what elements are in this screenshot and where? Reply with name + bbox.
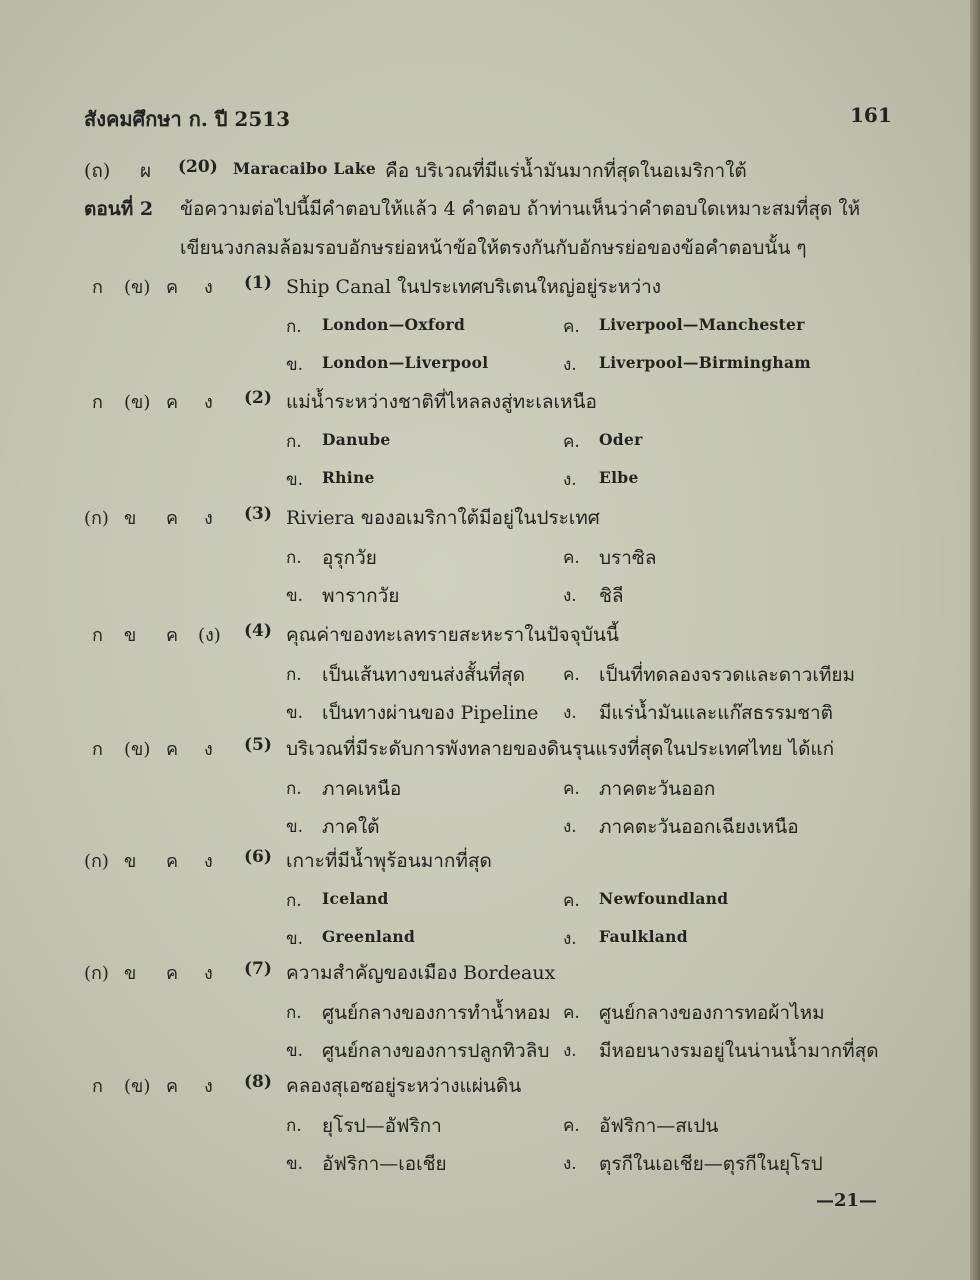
option-label: ข. (286, 817, 304, 837)
option-label: ก. (286, 665, 302, 685)
answer-choice: ค (166, 392, 179, 413)
question-text: บริเวณที่มีระดับการพังทลายของดินรุนแรงที่สุดในประเทศไทย ได้แก่ (286, 738, 835, 760)
answer-choice: ค (166, 851, 179, 872)
option-text: เป็นเส้นทางขนส่งสั้นที่สุด (322, 664, 525, 686)
option-text: Greenland (322, 927, 416, 946)
option-label: ค. (563, 432, 580, 452)
question-text: เกาะที่มีน้ำพุร้อนมากที่สุด (286, 850, 492, 872)
answer-choice: ก (92, 277, 103, 298)
answer-choice: ง (204, 851, 213, 872)
option-label: ง. (563, 929, 577, 949)
footer-page-marker: —21— (816, 1190, 878, 1211)
section-instruction-line-1: ข้อความต่อไปนี้มีคำตอบให้แล้ว 4 คำตอบ ถ้าท่านเห็นว่าคำตอบใดเหมาะสมที่สุด ให้ (180, 198, 861, 220)
option-label: ก. (286, 317, 302, 337)
question-number: (7) (244, 959, 272, 979)
option-text: Liverpool—Birmingham (599, 353, 811, 372)
option-text: เป็นทางผ่านของ Pipeline (322, 702, 539, 724)
option-text: Iceland (322, 889, 389, 908)
answer-choice: ค (166, 508, 179, 529)
option-label: ค. (563, 548, 580, 568)
option-label: ข. (286, 1041, 304, 1061)
option-text: ภาคตะวันออก (599, 778, 716, 800)
option-label: ก. (286, 548, 302, 568)
question-text: Ship Canal ในประเทศบริเตนใหญ่อยู่ระหว่าง (286, 276, 662, 298)
tail-number: (20) (178, 157, 218, 177)
option-label: ค. (563, 317, 580, 337)
option-label: ก. (286, 1003, 302, 1023)
question-text: ความสำคัญของเมือง Bordeaux (286, 962, 556, 984)
option-text: เป็นที่ทดลองจรวดและดาวเทียม (599, 664, 856, 686)
option-label: ง. (563, 817, 577, 837)
option-label: ค. (563, 891, 580, 911)
answer-choice: ก (92, 739, 103, 760)
option-label: ข. (286, 355, 304, 375)
option-text: ยุโรป—อัฟริกา (322, 1115, 442, 1137)
option-text: มีแร่น้ำมันและแก๊สธรรมชาติ (599, 702, 834, 724)
answer-choice: ก (92, 1076, 103, 1097)
answer-choice: ข (124, 508, 137, 529)
option-label: ค. (563, 779, 580, 799)
option-text: มีหอยนางรมอยู่ในน่านน้ำมากที่สุด (599, 1040, 879, 1062)
option-label: ง. (563, 703, 577, 723)
option-text: อัฟริกา—เอเชีย (322, 1153, 447, 1175)
option-text: ภาคตะวันออกเฉียงเหนือ (599, 816, 799, 838)
option-label: ก. (286, 891, 302, 911)
answer-choice: (ง) (198, 625, 221, 646)
option-label: ง. (563, 586, 577, 606)
option-label: ง. (563, 1041, 577, 1061)
question-text: คุณค่าของทะเลทรายสะหะราในปัจจุบันนี้ (286, 624, 619, 646)
answer-choice: (ข) (124, 1076, 151, 1097)
running-header: สังคมศึกษา ก. ปี 2513 (84, 107, 291, 131)
answer-choice: ค (166, 963, 179, 984)
option-label: ง. (563, 470, 577, 490)
option-text: Liverpool—Manchester (599, 315, 805, 334)
option-text: ภาคเหนือ (322, 778, 402, 800)
answer-choice: (ก) (84, 963, 109, 984)
option-text: Rhine (322, 468, 375, 487)
option-label: ข. (286, 1154, 304, 1174)
answer-choice: ข (124, 851, 137, 872)
option-text: อุรุกวัย (322, 547, 377, 569)
option-text: Oder (599, 430, 643, 449)
option-text: พารากวัย (322, 585, 400, 607)
answer-choice: (ข) (124, 277, 151, 298)
option-text: ตุรกีในเอเชีย—ตุรกีในยุโรป (599, 1153, 823, 1175)
option-label: ค. (563, 1116, 580, 1136)
answer-choice: (ก) (84, 508, 109, 529)
answer-choice: ข (124, 963, 137, 984)
question-number: (6) (244, 847, 272, 867)
answer-choice: ง (204, 739, 213, 760)
option-label: ข. (286, 929, 304, 949)
answer-choice: (ก) (84, 851, 109, 872)
answer-choice: ง (204, 1076, 213, 1097)
option-label: ก. (286, 1116, 302, 1136)
option-text: London—Oxford (322, 315, 466, 334)
answer-choice: ง (204, 392, 213, 413)
option-label: ข. (286, 586, 304, 606)
tail-term: Maracaibo Lake (233, 159, 377, 178)
question-number: (3) (244, 504, 272, 524)
question-text: แม่น้ำระหว่างชาติที่ไหลลงสู่ทะเลเหนือ (286, 391, 597, 413)
page-number: 161 (850, 103, 892, 127)
option-text: Elbe (599, 468, 639, 487)
question-number: (8) (244, 1072, 272, 1092)
option-text: ศูนย์กลางของการทอผ้าไหม (599, 1002, 825, 1024)
option-label: ค. (563, 1003, 580, 1023)
option-label: ข. (286, 703, 304, 723)
answer-choice: ข (124, 625, 137, 646)
option-label: ค. (563, 665, 580, 685)
tail-mark: ผ (140, 160, 152, 182)
option-label: ง. (563, 1154, 577, 1174)
tail-prefix: (ถ) (84, 160, 111, 182)
answer-choice: ค (166, 739, 179, 760)
answer-choice: ก (92, 392, 103, 413)
page-edge (970, 0, 980, 1280)
section-instruction-line-2: เขียนวงกลมล้อมรอบอักษรย่อหน้าข้อให้ตรงกันกับอักษรย่อของข้อคำตอบนั้น ๆ (180, 237, 807, 259)
answer-choice: ค (166, 625, 179, 646)
option-label: ก. (286, 779, 302, 799)
answer-choice: ง (204, 508, 213, 529)
option-label: ก. (286, 432, 302, 452)
option-label: ข. (286, 470, 304, 490)
option-label: ง. (563, 355, 577, 375)
question-number: (5) (244, 735, 272, 755)
answer-choice: ค (166, 277, 179, 298)
question-number: (1) (244, 273, 272, 293)
option-text: บราซิล (599, 547, 657, 569)
option-text: ศูนย์กลางของการปลูกทิวลิบ (322, 1040, 550, 1062)
option-text: Newfoundland (599, 889, 729, 908)
tail-text: คือ บริเวณที่มีแร่น้ำมันมากที่สุดในอเมริกาใต้ (385, 160, 747, 182)
answer-choice: ค (166, 1076, 179, 1097)
option-text: อัฟริกา—สเปน (599, 1115, 719, 1137)
option-text: ภาคใต้ (322, 816, 380, 838)
option-text: ชิลี (599, 585, 624, 607)
answer-choice: ง (204, 963, 213, 984)
question-number: (4) (244, 621, 272, 641)
section-title: ตอนที่ 2 (84, 198, 154, 220)
option-text: ศูนย์กลางของการทำน้ำหอม (322, 1002, 551, 1024)
question-text: Riviera ของอเมริกาใต้มีอยู่ในประเทศ (286, 507, 600, 529)
answer-choice: ก (92, 625, 103, 646)
answer-choice: (ข) (124, 739, 151, 760)
question-text: คลองสุเอซอยู่ระหว่างแผ่นดิน (286, 1075, 522, 1097)
question-number: (2) (244, 388, 272, 408)
option-text: London—Liverpool (322, 353, 489, 372)
option-text: Faulkland (599, 927, 688, 946)
answer-choice: ง (204, 277, 213, 298)
option-text: Danube (322, 430, 391, 449)
answer-choice: (ข) (124, 392, 151, 413)
